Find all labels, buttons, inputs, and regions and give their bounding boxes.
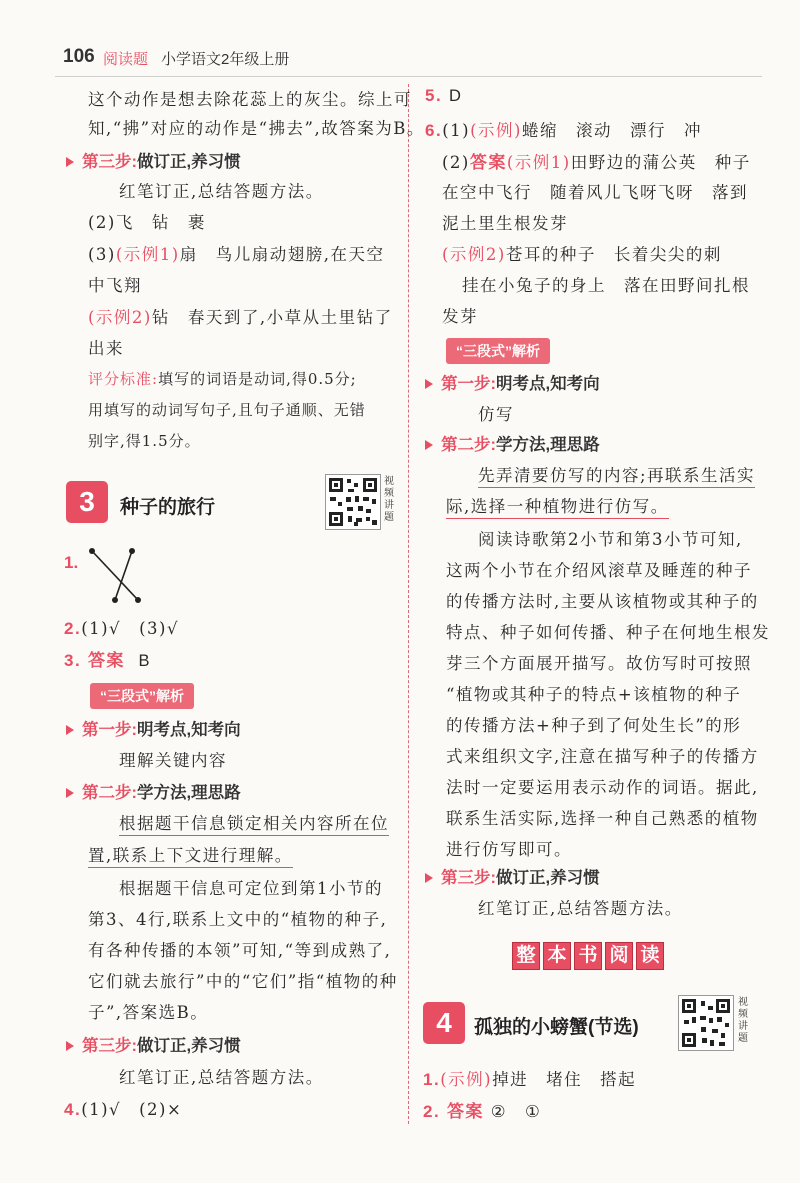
right-step1-body: 仿写 — [478, 405, 514, 424]
left-line-1: 这个动作是想去除花蕊上的灰尘。综上可 — [88, 90, 412, 109]
example-2-cont: 出来 — [88, 339, 124, 358]
qr-code-icon[interactable] — [325, 474, 381, 530]
header-tag: 阅读题 — [103, 51, 149, 68]
question-6-2-line-2: 在空中飞行 随着风儿飞呀飞呀 落到 — [442, 183, 748, 202]
header-divider — [55, 76, 762, 77]
right-paragraph-6: “植物或其种子的特点+该植物的种子 — [446, 685, 742, 704]
page-number: 106 — [63, 46, 95, 67]
left-paragraph-4: 它们就去旅行”中的“它们”指“植物的种 — [88, 972, 398, 991]
left-paragraph-2: 第3、4行,联系上文中的“植物的种子, — [88, 910, 388, 929]
arrow-icon — [425, 440, 433, 450]
right-paragraph-9: 法时一定要运用表示动作的词语。据此, — [446, 778, 759, 797]
left-step2-heading: 第二步:学方法,理思路 — [66, 779, 241, 803]
right-paragraph-11: 进行仿写即可。 — [446, 840, 572, 859]
right-example-2-line-3: 发芽 — [442, 307, 478, 326]
right-paragraph-1: 阅读诗歌第2小节和第3小节可知, — [478, 530, 743, 549]
left-step2-underline-2: 置,联系上下文进行理解。 — [88, 842, 293, 866]
section-4-answer-1: 1.(示例)掉进 堵住 搭起 — [423, 1070, 637, 1089]
left-step2-underline-1: 根据题干信息锁定相关内容所在位 — [119, 810, 389, 834]
right-paragraph-3: 的传播方法时,主要从该植物或其种子的 — [446, 592, 759, 611]
section-4-answer-2: 2. 答案 ② ① — [423, 1102, 542, 1121]
answer-2: (2)飞 钻 裹 — [88, 213, 206, 232]
right-example-2-line-2: 挂在小兔子的身上 落在田野间扎根 — [462, 276, 750, 295]
right-step2-underline-2: 际,选择一种植物进行仿写。 — [446, 493, 669, 517]
section-4-title: 孤独的小螃蟹(节选) — [474, 1017, 639, 1038]
question-6-1: 6.(1)(示例)蜷缩 滚动 漂行 冲 — [425, 121, 702, 140]
video-lecture-label: 视频讲题 — [384, 476, 394, 523]
left-step3-body: 红笔订正,总结答题方法。 — [119, 1068, 324, 1087]
right-example-2: (示例2)苍耳的种子 长着尖尖的刺 — [442, 245, 722, 264]
step3-body: 红笔订正,总结答题方法。 — [119, 182, 324, 201]
example-2: (示例2)钻 春天到了,小草从土里钻了 — [88, 308, 393, 327]
book-title: 小学语文2年级上册 — [161, 51, 290, 68]
section-3-title: 种子的旅行 — [120, 497, 216, 518]
video-lecture-label: 视频讲题 — [738, 997, 748, 1044]
question-5: 5. D — [425, 86, 463, 105]
left-step1-heading: 第一步:明考点,知考向 — [66, 716, 241, 740]
right-step2-underline-1: 先弄清要仿写的内容;再联系生活实 — [478, 462, 755, 486]
right-paragraph-10: 联系生活实际,选择一种自己熟悉的植物 — [446, 809, 759, 828]
qr-code-icon[interactable] — [678, 995, 734, 1051]
arrow-icon — [66, 157, 74, 167]
right-paragraph-2: 这两个小节在介绍风滚草及睡莲的种子 — [446, 561, 752, 580]
question-1-number: 1. — [64, 553, 79, 572]
right-step1-heading: 第一步:明考点,知考向 — [425, 370, 600, 394]
matching-lines-icon — [88, 545, 148, 609]
three-step-badge: “三段式”解析 — [90, 683, 194, 709]
column-divider — [408, 84, 409, 1124]
whole-book-reading-banner: 整 本 书 阅 读 — [512, 942, 664, 970]
left-line-2: 知,“拂”对应的动作是“拂去”,故答案为B。 — [88, 119, 425, 138]
arrow-icon — [425, 873, 433, 883]
right-step3-body: 红笔订正,总结答题方法。 — [478, 899, 683, 918]
right-paragraph-4: 特点、种子如何传播、种子在何地生根发 — [446, 623, 770, 642]
arrow-icon — [66, 725, 74, 735]
question-3: 3. 答案 B — [64, 651, 151, 670]
step3-heading: 第三步:做订正,养习惯 — [66, 148, 241, 172]
arrow-icon — [425, 379, 433, 389]
right-three-step-badge: “三段式”解析 — [446, 338, 550, 364]
right-step2-heading: 第二步:学方法,理思路 — [425, 431, 600, 455]
question-6-2-line-3: 泥土里生根发芽 — [442, 214, 568, 233]
arrow-icon — [66, 1041, 74, 1051]
question-4: 4.(1)√ (2)× — [64, 1100, 183, 1119]
scoring-line-2: 用填写的动词写句子,且句子通顺、无错 — [88, 401, 366, 419]
left-paragraph-1: 根据题干信息可定位到第1小节的 — [119, 879, 383, 898]
scoring-line-1: 评分标准:填写的词语是动词,得0.5分; — [88, 370, 357, 388]
answer-3-cont: 中飞翔 — [88, 276, 142, 295]
question-2: 2.(1)√ (3)√ — [64, 619, 179, 638]
right-paragraph-5: 芽三个方面展开描写。故仿写时可按照 — [446, 654, 752, 673]
answer-3: (3)(示例1)扇 鸟儿扇动翅膀,在天空 — [88, 245, 385, 264]
right-step3-heading: 第三步:做订正,养习惯 — [425, 864, 600, 888]
section-4-number: 4 — [423, 1002, 465, 1044]
right-paragraph-8: 式来组织文字,注意在描写种子的传播方 — [446, 747, 759, 766]
arrow-icon — [66, 788, 74, 798]
scoring-line-3: 别字,得1.5分。 — [88, 432, 201, 450]
left-paragraph-5: 子”,答案选B。 — [88, 1003, 209, 1022]
section-3-number: 3 — [66, 481, 108, 523]
question-6-2: (2)答案(示例1)田野边的蒲公英 种子 — [442, 153, 751, 172]
left-step3-heading: 第三步:做订正,养习惯 — [66, 1032, 241, 1056]
left-step1-body: 理解关键内容 — [119, 751, 227, 770]
left-paragraph-3: 有各种传播的本领”可知,“等到成熟了, — [88, 941, 392, 960]
right-paragraph-7: 的传播方法+种子到了何处生长”的形 — [446, 716, 742, 735]
